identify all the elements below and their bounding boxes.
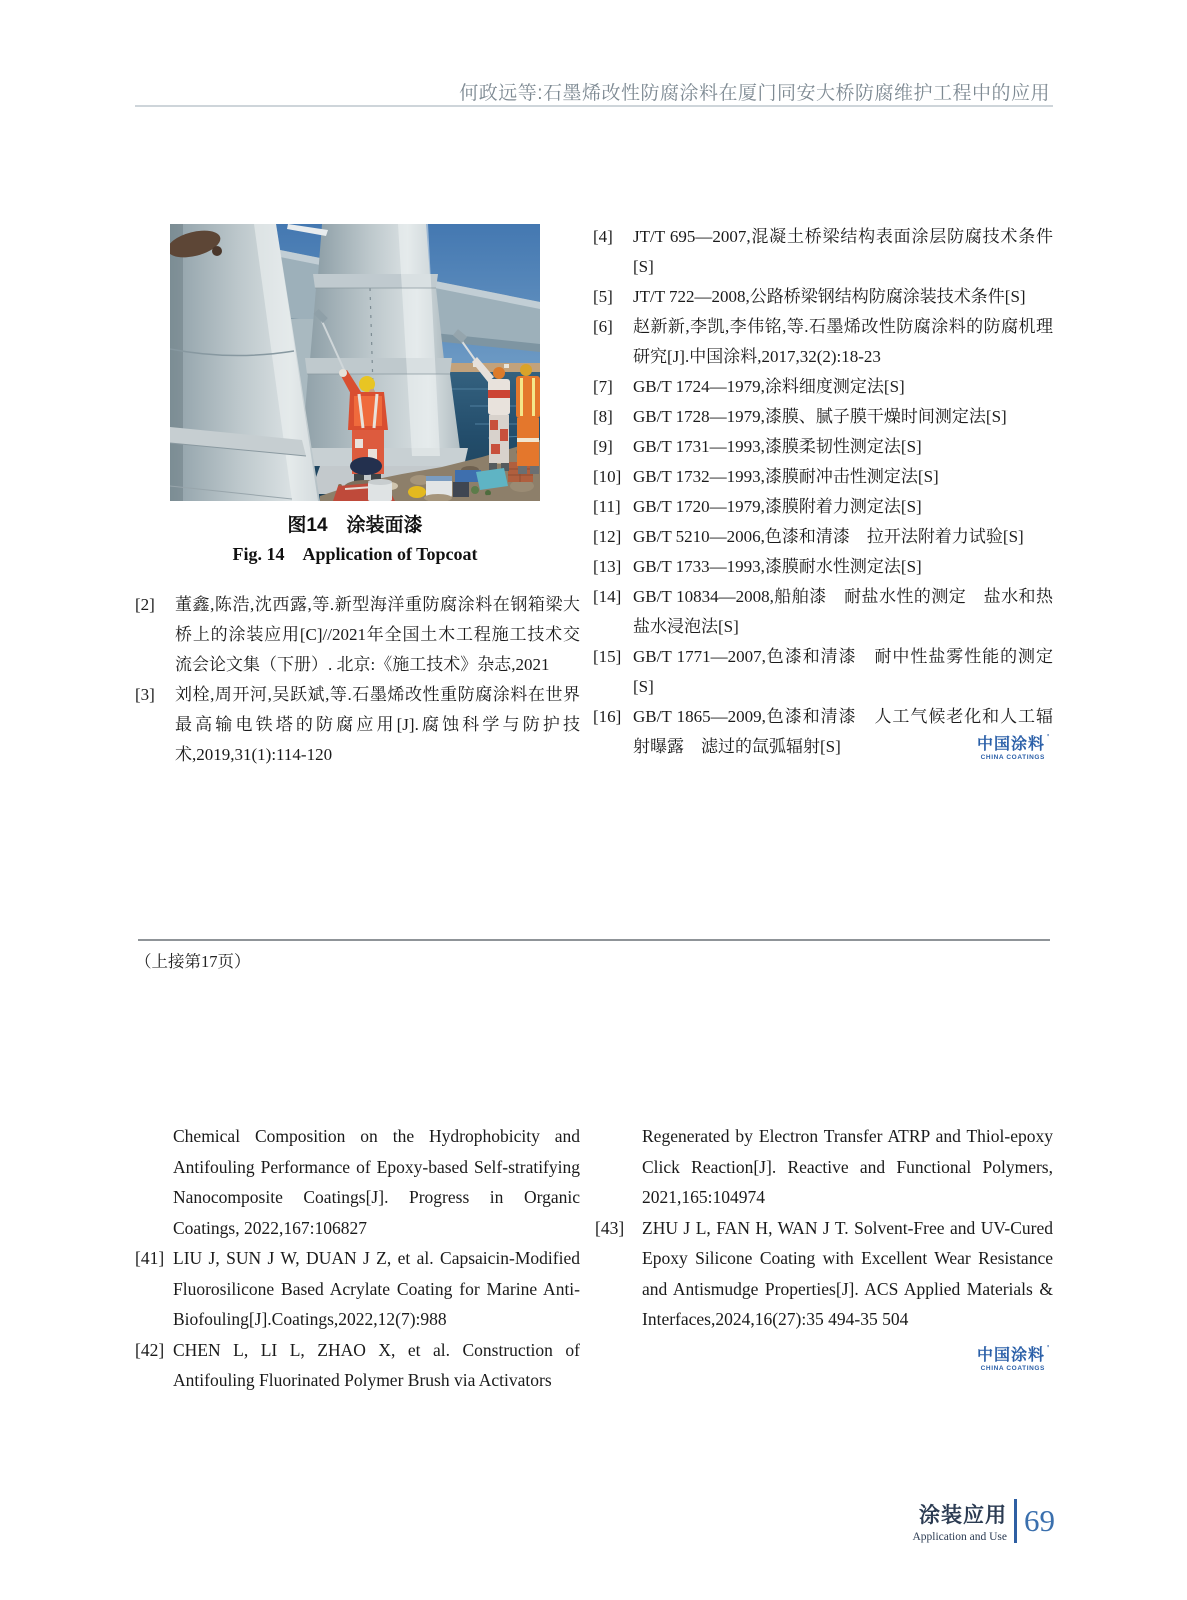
reference-number: [5] — [593, 287, 613, 306]
reference-item — [593, 492, 1053, 522]
reference-number: [14] — [593, 587, 622, 606]
references-bottom-right-column — [595, 1121, 1053, 1335]
references-right-column — [593, 222, 1053, 762]
reference-number: [13] — [593, 557, 622, 576]
reference-continuation-text: Chemical Composition on the Hydrophobicity and Antifouling Performance of Epoxy-based Self-stratifying Nanocomposite Coatings[J]. Progress in Organic Coatings, 2022,167:106827 — [173, 1126, 580, 1238]
china-coatings-logo-en: CHINA COATINGS — [980, 754, 1045, 761]
bottom-right-ref-list — [595, 1213, 1053, 1335]
figure-photo-bridge-painting — [170, 224, 540, 501]
china-coatings-logo-zh: 中国涂料 ' — [977, 1348, 1045, 1364]
reference-number: [7] — [593, 377, 613, 396]
figure-caption-en: Fig. 14 Application of Topcoat — [232, 544, 478, 564]
reference-number: [41] — [135, 1248, 165, 1268]
reference-number: [11] — [593, 497, 621, 516]
reference-item — [593, 312, 1053, 372]
reference-text: JT/T 695—2007,混凝土桥梁结构表面涂层防腐技术条件[S] — [633, 227, 1053, 276]
section-divider-rule — [138, 939, 1050, 941]
reference-text: GB/T 1732—1993,漆膜耐冲击性测定法[S] — [633, 467, 939, 486]
reference-item — [593, 552, 1053, 582]
reference-item — [593, 222, 1053, 282]
reference-text: GB/T 1731—1993,漆膜柔韧性测定法[S] — [633, 437, 922, 456]
reference-text: GB/T 5210—2006,色漆和清漆 拉开法附着力试验[S] — [633, 527, 1024, 546]
reference-item — [593, 462, 1053, 492]
reference-item — [593, 432, 1053, 462]
reference-item — [593, 582, 1053, 642]
china-coatings-logo-en: CHINA COATINGS — [980, 1365, 1045, 1372]
running-head-title: 何政远等:石墨烯改性防腐涂料在厦门同安大桥防腐维护工程中的应用 — [459, 83, 1050, 104]
reference-continuation-text: Regenerated by Electron Transfer ATRP and Thiol-epoxy Click Reaction[J]. Reactive and Functional Polymers, 2021,165:104974 — [642, 1126, 1053, 1207]
reference-number: [10] — [593, 467, 622, 486]
china-coatings-logo — [965, 737, 1045, 762]
reference-item — [135, 590, 580, 680]
reference-text: GB/T 1728—1979,漆膜、腻子膜干燥时间测定法[S] — [633, 407, 1007, 426]
reference-item — [135, 1243, 580, 1335]
footer-divider-bar — [1014, 1499, 1017, 1543]
reference-item — [593, 642, 1053, 702]
reference-text: GB/T 1724—1979,涂料细度测定法[S] — [633, 377, 905, 396]
header-rule — [135, 105, 1053, 107]
reference-number: [16] — [593, 707, 622, 726]
reference-number: [3] — [135, 685, 155, 704]
reference-text: GB/T 10834—2008,船舶漆 耐盐水性的测定 盐水和热盐水浸泡法[S] — [633, 587, 1053, 636]
reference-text: 刘栓,周开河,吴跃斌,等.石墨烯改性重防腐涂料在世界最高输电铁塔的防腐应用[J].腐蚀科学与防护技术,2019,31(1):114-120 — [175, 685, 580, 764]
reference-number: [9] — [593, 437, 613, 456]
footer-section-labels — [912, 1499, 1007, 1543]
reference-number: [12] — [593, 527, 622, 546]
reference-text: LIU J, SUN J W, DUAN J Z, et al. Capsaicin-Modified Fluorosilicone Based Acrylate Coating for Marine Anti-Biofouling[J].Coatings,2022,12(7):988 — [173, 1248, 580, 1329]
reference-text: 赵新新,李凯,李伟铭,等.石墨烯改性防腐涂料的防腐机理研究[J].中国涂料,2017,32(2):18-23 — [633, 317, 1053, 366]
reference-text: JT/T 722—2008,公路桥梁钢结构防腐涂装技术条件[S] — [633, 287, 1026, 306]
reference-text: CHEN L, LI L, ZHAO X, et al. Construction of Antifouling Fluorinated Polymer Brush via Activators — [173, 1339, 580, 1390]
reference-text: ZHU J L, FAN H, WAN J T. Solvent-Free and UV-Cured Epoxy Silicone Coating with Excellent Wear Resistance and Antismudge Properties[J]. ACS Applied Materials & Interfaces,2024,16(27):35 494-35 504 — [642, 1217, 1053, 1329]
reference-number: [43] — [595, 1217, 625, 1238]
continuation-note: （上接第17页） — [135, 952, 251, 971]
references-bottom-left-column — [135, 1121, 580, 1396]
figure-block — [170, 224, 540, 566]
reference-item — [135, 680, 580, 770]
reference-item — [135, 1335, 580, 1396]
reference-item — [595, 1213, 1053, 1335]
reference-number: [15] — [593, 647, 622, 666]
reference-number: [2] — [135, 595, 155, 614]
reference-text: 董鑫,陈浩,沈西露,等.新型海洋重防腐涂料在钢箱梁大桥上的涂装应用[C]//2021年全国土木工程施工技术交流会论文集（下册）. 北京:《施工技术》杂志,2021 — [175, 595, 580, 674]
reference-text: GB/T 1865—2009,色漆和清漆 人工气候老化和人工辐射曝露 滤过的氙弧辐射[S] — [633, 707, 1053, 756]
footer-section-zh: 涂装应用 — [919, 1504, 1007, 1527]
reference-number: [6] — [593, 317, 613, 336]
reference-number: [8] — [593, 407, 613, 426]
figure-caption-zh: 图14 涂装面漆 — [287, 515, 423, 536]
china-coatings-logo — [965, 1348, 1045, 1373]
reference-item — [593, 282, 1053, 312]
bottom-left-ref-list — [135, 1243, 580, 1396]
reference-number: [42] — [135, 1339, 165, 1360]
reference-item — [593, 372, 1053, 402]
reference-item — [593, 402, 1053, 432]
reference-text: GB/T 1733—1993,漆膜耐水性测定法[S] — [633, 557, 922, 576]
reference-text: GB/T 1720—1979,漆膜附着力测定法[S] — [633, 497, 922, 516]
china-coatings-logo-zh: 中国涂料 ' — [977, 737, 1045, 753]
references-left-column — [135, 590, 580, 770]
footer-section-en: Application and Use — [912, 1531, 1007, 1543]
reference-item — [593, 522, 1053, 552]
reference-text: GB/T 1771—2007,色漆和清漆 耐中性盐雾性能的测定[S] — [633, 647, 1053, 696]
reference-number: [4] — [593, 227, 613, 246]
page-number: 69 — [1024, 1503, 1055, 1538]
page-footer — [780, 1499, 1055, 1543]
